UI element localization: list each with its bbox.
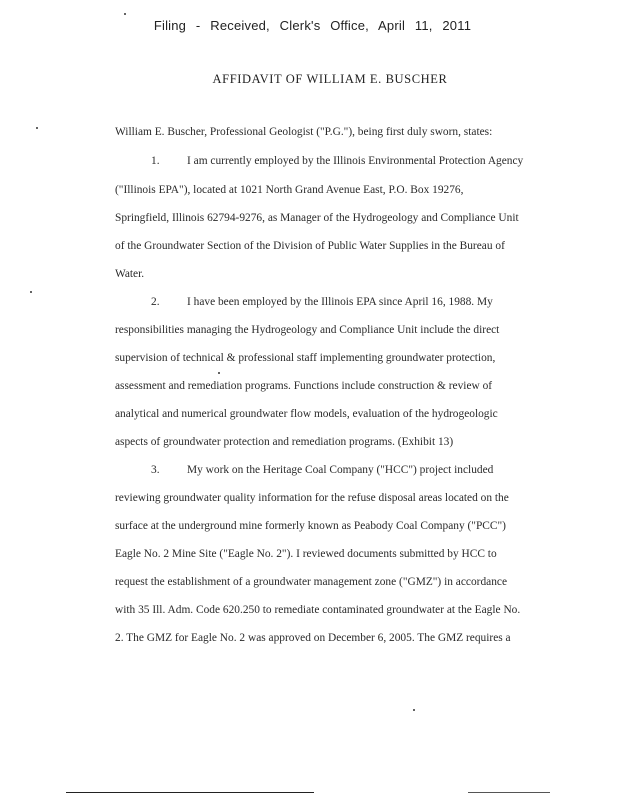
affidavit-title: AFFIDAVIT OF WILLIAM E. BUSCHER xyxy=(212,72,448,86)
paragraph-3-line: 2. The GMZ for Eagle No. 2 was approved on December 6, 2005. The GMZ requires a xyxy=(115,632,511,644)
scan-speck xyxy=(413,709,415,711)
paragraph-2-line: aspects of groundwater protection and remediation programs. (Exhibit 13) xyxy=(115,436,454,448)
paragraph-1-line: Springfield, Illinois 62794-9276, as Manager of the Hydrogeology and Compliance Unit xyxy=(115,212,519,224)
paragraph-3-number: 3. xyxy=(151,464,160,476)
paragraph-2-line: analytical and numerical groundwater flow models, evaluation of the hydrogeologic xyxy=(115,408,498,420)
paragraph-3-line: My work on the Heritage Coal Company ("HCC") project included xyxy=(187,464,494,476)
paragraph-2-line: responsibilities managing the Hydrogeology and Compliance Unit include the direct xyxy=(115,324,500,336)
scan-speck xyxy=(218,372,220,374)
paragraph-3-line: surface at the underground mine formerly known as Peabody Coal Company ("PCC") xyxy=(115,520,506,532)
scan-speck xyxy=(124,13,126,15)
scan-speck xyxy=(36,127,38,129)
scan-speck xyxy=(30,291,32,293)
paragraph-1-number: 1. xyxy=(151,155,160,167)
filing-header: Filing - Received, Clerk's Office, April 11, 2011 xyxy=(153,18,472,33)
scan-rule xyxy=(468,792,550,793)
paragraph-3-line: request the establishment of a groundwater management zone ("GMZ") in accordance xyxy=(115,576,507,588)
scan-rule xyxy=(66,792,314,793)
paragraph-2-line: supervision of technical & professional staff implementing groundwater protection, xyxy=(115,352,496,364)
paragraph-2-line: assessment and remediation programs. Functions include construction & review of xyxy=(115,380,493,392)
paragraph-1-line: ("Illinois EPA"), located at 1021 North Grand Avenue East, P.O. Box 19276, xyxy=(115,184,464,196)
paragraph-1-line: Water. xyxy=(115,268,145,280)
paragraph-3-line: Eagle No. 2 Mine Site ("Eagle No. 2"). I reviewed documents submitted by HCC to xyxy=(115,548,497,560)
paragraph-1-line: I am currently employed by the Illinois Environmental Protection Agency xyxy=(187,155,524,167)
paragraph-2-line: I have been employed by the Illinois EPA since April 16, 1988. My xyxy=(187,296,493,308)
paragraph-1-line: of the Groundwater Section of the Division of Public Water Supplies in the Bureau of xyxy=(115,240,505,252)
paragraph-3-line: reviewing groundwater quality information for the refuse disposal areas located on the xyxy=(115,492,509,504)
paragraph-3-line: with 35 Ill. Adm. Code 620.250 to remediate contaminated groundwater at the Eagle No. xyxy=(115,604,521,616)
intro-line: William E. Buscher, Professional Geologist ("P.G."), being first duly sworn, states: xyxy=(115,126,493,138)
paragraph-2-number: 2. xyxy=(151,296,160,308)
